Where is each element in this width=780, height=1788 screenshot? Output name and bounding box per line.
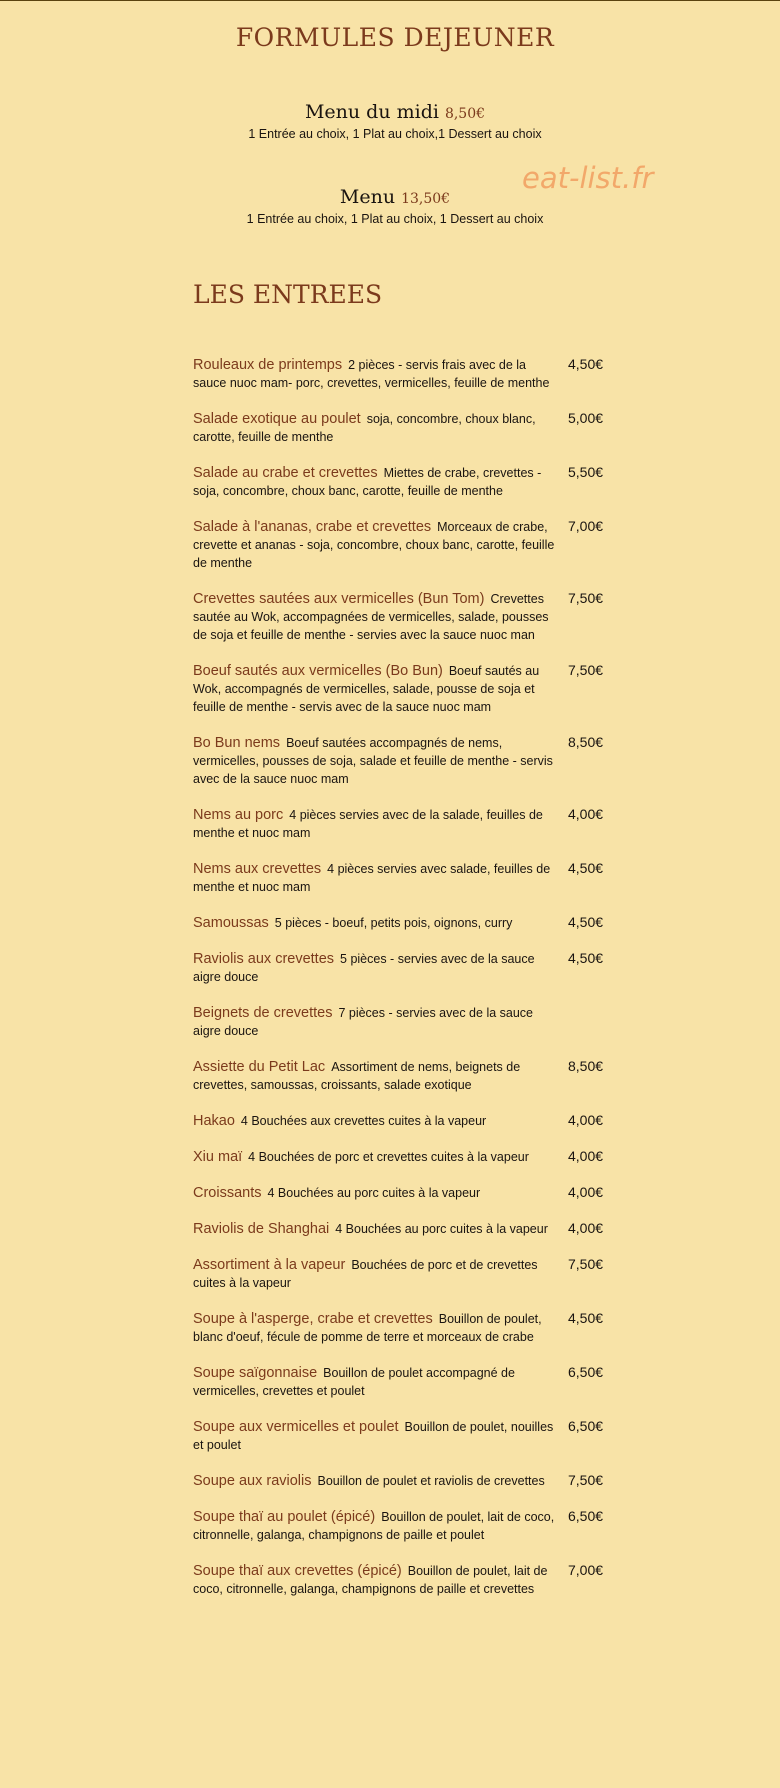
menu-item-price: 7,50€ [568,1256,604,1272]
menu-item-name: Soupe aux raviolis [193,1473,312,1489]
menu-item-text [193,1058,559,1094]
menu-item-text [193,1220,559,1238]
menu-item-price: 7,00€ [568,518,604,534]
menu-item-desc: Bouillon de poulet, lait de coco, citronnelle, galanga, champignons de paille et crevettes [193,1564,548,1596]
menu-item-desc: Boeuf sautées accompagnés de nems, vermicelles, pousses de soja, salade et feuille de menthe - servis avec de la sauce nuoc mam [193,736,553,786]
menu-item-price: 4,00€ [568,1112,604,1128]
menu-item-desc: Miettes de crabe, crevettes - soja, concombre, choux banc, carotte, feuille de menthe [193,466,542,498]
menu-item-name: Soupe à l'asperge, crabe et crevettes [193,1311,433,1327]
menu-item-name: Boeuf sautés aux vermicelles (Bo Bun) [193,663,443,679]
menu-item [193,662,613,716]
menu-item [193,1508,613,1544]
menu-items-list [193,356,613,1616]
menu-item-desc: 7 pièces - servies avec de la sauce aigre douce [193,1006,533,1038]
menu-item-name: Samoussas [193,915,269,931]
menu-item-text [193,950,559,986]
menu-item-text [193,1472,559,1490]
menu-item-text [193,914,559,932]
menu-item-name: Soupe aux vermicelles et poulet [193,1419,399,1435]
menu-item-price: 7,50€ [568,1472,604,1488]
menu-item-name: Soupe thaï au poulet (épicé) [193,1509,376,1525]
formula-name: Menu du midi [304,101,439,123]
menu-item [193,806,613,842]
menu-item-name: Soupe saïgonnaise [193,1365,318,1381]
page-title: FORMULES DEJEUNER [235,23,555,52]
menu-item-desc: 5 pièces - servies avec de la sauce aigre douce [193,952,535,984]
menu-item-text [193,518,559,572]
menu-item-desc: 4 Bouchées de porc et crevettes cuites à la vapeur [248,1150,529,1164]
menu-item-desc: 4 Bouchées au porc cuites à la vapeur [335,1222,548,1236]
menu-item-desc: Bouchées de porc et de crevettes cuites à la vapeur [193,1258,538,1290]
menu-item [193,1148,613,1166]
menu-item-price: 4,00€ [568,1184,604,1200]
menu-item-text [193,734,559,788]
menu-item-text [193,1112,559,1130]
menu-item [193,1418,613,1454]
menu-item-name: Rouleaux de printemps [193,357,343,373]
menu-item-text [193,662,559,716]
menu-item-desc: 4 pièces servies avec de la salade, feuilles de menthe et nuoc mam [193,808,543,840]
formula-menu [0,186,780,226]
menu-item-name: Salade à l'ananas, crabe et crevettes [193,519,432,535]
menu-item-name: Beignets de crevettes [193,1005,333,1021]
menu-item [193,1310,613,1346]
menu-item [193,518,613,572]
menu-item-text [193,590,559,644]
formula-menu-midi [0,101,780,141]
menu-item-price: 4,00€ [568,806,604,822]
menu-item-text [193,806,559,842]
menu-item [193,1112,613,1130]
menu-item-desc: 4 Bouchées au porc cuites à la vapeur [267,1186,481,1200]
menu-item [193,914,613,932]
menu-item-price: 6,50€ [568,1364,604,1380]
section-title-entrees: LES ENTREES [193,280,383,309]
menu-item-desc: Crevettes sautée au Wok, accompagnées de vermicelles, salade, pousses de soja et feuille de menthe - servies avec la sauce nuoc man [193,592,549,642]
menu-item-desc: Bouillon de poulet et raviolis de crevettes [317,1474,545,1488]
menu-item-name: Salade exotique au poulet [193,411,361,427]
menu-item-price: 4,50€ [568,356,604,372]
menu-item-name: Salade au crabe et crevettes [193,465,378,481]
menu-item [193,590,613,644]
menu-item-desc: Bouillon de poulet accompagné de vermicelles, crevettes et poulet [193,1366,515,1398]
menu-item-price: 7,50€ [568,590,604,606]
menu-item-name: Nems aux crevettes [193,861,322,877]
menu-item-desc: Assortiment de nems, beignets de crevettes, samoussas, croissants, salade exotique [193,1060,521,1092]
menu-item [193,1472,613,1490]
menu-item-text [193,1004,559,1040]
menu-item-desc: 5 pièces - boeuf, petits pois, oignons, curry [274,916,513,930]
menu-item-desc: Bouillon de poulet, blanc d'oeuf, fécule de pomme de terre et morceaux de crabe [193,1312,542,1344]
menu-item-price: 8,50€ [568,734,604,750]
formula-desc: 1 Entrée au choix, 1 Plat au choix, 1 Dessert au choix [246,212,544,226]
menu-item [193,356,613,392]
menu-item [193,860,613,896]
menu-item-name: Hakao [193,1113,235,1129]
menu-item-name: Crevettes sautées aux vermicelles (Bun Tom) [193,591,485,607]
menu-item-price: 4,50€ [568,914,604,930]
menu-item [193,1220,613,1238]
menu-item [193,1058,613,1094]
formula-price: 13,50€ [401,191,451,207]
formula-name: Menu [339,186,396,208]
menu-item-price: 7,00€ [568,1562,604,1578]
menu-item-text [193,1256,559,1292]
menu-item-name: Bo Bun nems [193,735,281,751]
menu-item-text [193,1562,559,1598]
menu-item-text [193,356,559,392]
menu-item-name: Assiette du Petit Lac [193,1059,326,1075]
menu-item [193,1364,613,1400]
menu-item-desc: 4 Bouchées aux crevettes cuites à la vapeur [240,1114,487,1128]
watermark: eat-list.fr [522,161,654,195]
menu-item-price: 4,50€ [568,950,604,966]
menu-item-desc: soja, concombre, choux blanc, carotte, feuille de menthe [193,412,536,444]
menu-item-name: Croissants [193,1185,262,1201]
menu-item-price: 8,50€ [568,1058,604,1074]
menu-item-name: Raviolis de Shanghai [193,1221,330,1237]
menu-item-text [193,860,559,896]
menu-item [193,1184,613,1202]
menu-item-price: 4,50€ [568,860,604,876]
menu-item-text [193,1418,559,1454]
menu-item-price: 5,50€ [568,464,604,480]
menu-item-text [193,1508,559,1544]
menu-item-price: 5,00€ [568,410,604,426]
menu-item [193,950,613,986]
formula-desc: 1 Entrée au choix, 1 Plat au choix,1 Dessert au choix [248,127,542,141]
menu-item-name: Assortiment à la vapeur [193,1257,346,1273]
menu-item-desc: 2 pièces - servis frais avec de la sauce nuoc mam- porc, crevettes, vermicelles, feuille de menthe [193,358,550,390]
menu-item-price: 7,50€ [568,662,604,678]
menu-item [193,464,613,500]
menu-item [193,734,613,788]
menu-item [193,1004,613,1040]
menu-item-text [193,1364,559,1400]
menu-item-name: Raviolis aux crevettes [193,951,335,967]
menu-item-desc: Bouillon de poulet, lait de coco, citronnelle, galanga, champignons de paille et poulet [193,1510,555,1542]
menu-item [193,410,613,446]
menu-item [193,1562,613,1598]
menu-item-text [193,410,559,446]
menu-item-text [193,1184,559,1202]
menu-item-price: 4,00€ [568,1220,604,1236]
menu-item-desc: 4 pièces servies avec salade, feuilles de menthe et nuoc mam [193,862,551,894]
menu-item-desc: Bouillon de poulet, nouilles et poulet [193,1420,554,1452]
menu-item-price: 6,50€ [568,1418,604,1434]
formula-price: 8,50€ [444,106,486,122]
menu-item-price: 6,50€ [568,1508,604,1524]
menu-item-text [193,464,559,500]
menu-item-price: 4,50€ [568,1310,604,1326]
menu-item-name: Xiu maï [193,1149,243,1165]
menu-item-desc: Morceaux de crabe, crevette et ananas - soja, concombre, choux banc, carotte, feuille de menthe [193,520,555,570]
menu-item [193,1256,613,1292]
menu-item-name: Nems au porc [193,807,284,823]
menu-item-price: 4,00€ [568,1148,604,1164]
menu-item-text [193,1310,559,1346]
menu-item-text [193,1148,559,1166]
menu-item-desc: Boeuf sautés au Wok, accompagnés de vermicelles, salade, pousse de soja et feuille de menthe - servis avec de la sauce nuoc mam [193,664,540,714]
menu-item-name: Soupe thaï aux crevettes (épicé) [193,1563,402,1579]
